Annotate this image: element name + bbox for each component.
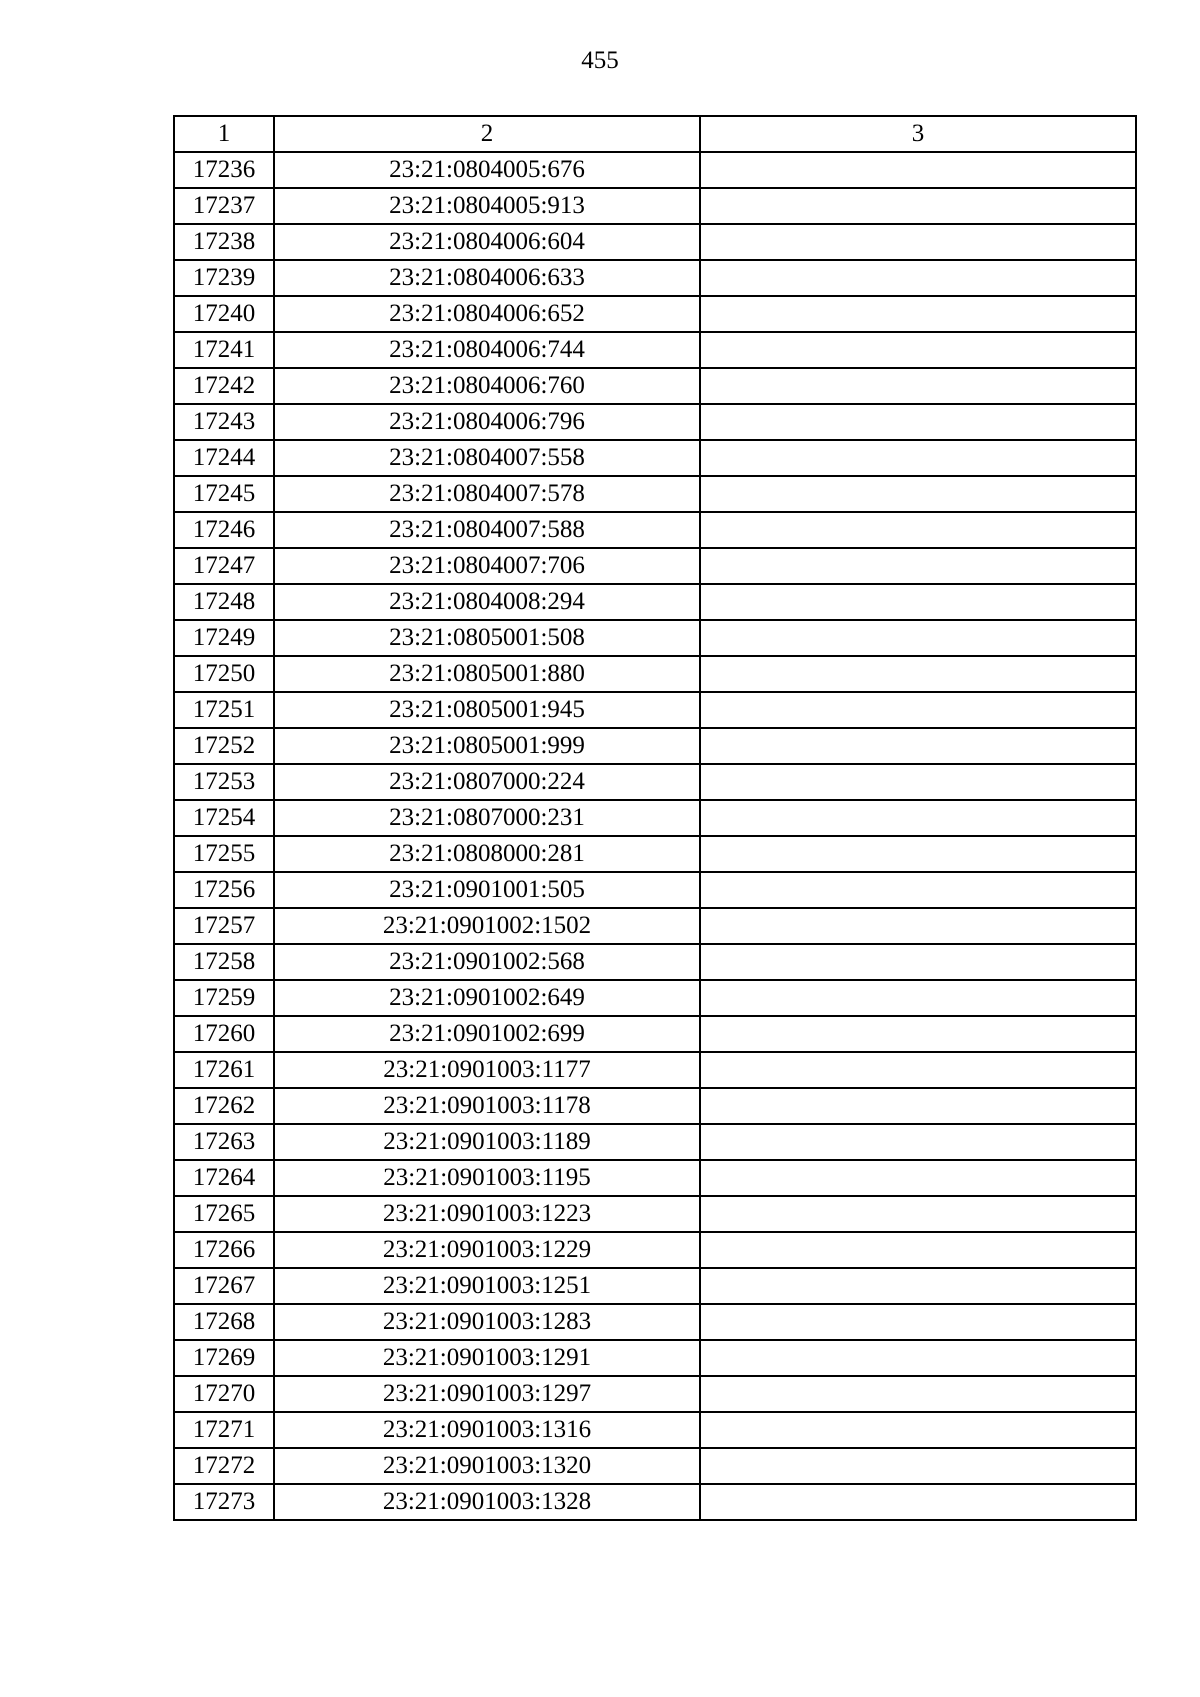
cadastral-number-cell: 23:21:0804007:588	[274, 512, 700, 548]
table-row	[174, 1052, 1136, 1088]
column-header-2: 2	[274, 116, 700, 152]
notes-cell	[700, 440, 1136, 476]
row-number-cell: 17265	[174, 1196, 274, 1232]
table-row	[174, 476, 1136, 512]
table-row	[174, 1484, 1136, 1520]
table-row	[174, 1340, 1136, 1376]
notes-cell	[700, 692, 1136, 728]
table-row	[174, 296, 1136, 332]
notes-cell	[700, 1160, 1136, 1196]
row-number-cell: 17260	[174, 1016, 274, 1052]
table-row	[174, 224, 1136, 260]
table-row	[174, 584, 1136, 620]
table-row	[174, 1196, 1136, 1232]
registry-table	[173, 115, 1137, 1521]
cadastral-number-cell: 23:21:0804006:760	[274, 368, 700, 404]
table-row	[174, 980, 1136, 1016]
row-number-cell: 17241	[174, 332, 274, 368]
notes-cell	[700, 296, 1136, 332]
cadastral-number-cell: 23:21:0901003:1189	[274, 1124, 700, 1160]
table-row	[174, 404, 1136, 440]
cadastral-number-cell: 23:21:0901003:1223	[274, 1196, 700, 1232]
cadastral-number-cell: 23:21:0901003:1320	[274, 1448, 700, 1484]
row-number-cell: 17244	[174, 440, 274, 476]
cadastral-number-cell: 23:21:0804006:604	[274, 224, 700, 260]
table-row	[174, 908, 1136, 944]
table-row	[174, 1088, 1136, 1124]
table-row	[174, 800, 1136, 836]
row-number-cell: 17251	[174, 692, 274, 728]
row-number-cell: 17270	[174, 1376, 274, 1412]
cadastral-number-cell: 23:21:0804006:652	[274, 296, 700, 332]
table-row	[174, 548, 1136, 584]
notes-cell	[700, 800, 1136, 836]
table-row	[174, 512, 1136, 548]
row-number-cell: 17271	[174, 1412, 274, 1448]
row-number-cell: 17268	[174, 1304, 274, 1340]
cadastral-number-cell: 23:21:0901003:1251	[274, 1268, 700, 1304]
header-row	[174, 116, 1136, 152]
notes-cell	[700, 512, 1136, 548]
row-number-cell: 17269	[174, 1340, 274, 1376]
cadastral-number-cell: 23:21:0901003:1316	[274, 1412, 700, 1448]
cadastral-number-cell: 23:21:0901003:1195	[274, 1160, 700, 1196]
table-row	[174, 152, 1136, 188]
cadastral-number-cell: 23:21:0804006:796	[274, 404, 700, 440]
row-number-cell: 17246	[174, 512, 274, 548]
table-row	[174, 1448, 1136, 1484]
cadastral-number-cell: 23:21:0901002:649	[274, 980, 700, 1016]
notes-cell	[700, 1304, 1136, 1340]
row-number-cell: 17273	[174, 1484, 274, 1520]
cadastral-number-cell: 23:21:0901003:1291	[274, 1340, 700, 1376]
cadastral-number-cell: 23:21:0804005:913	[274, 188, 700, 224]
cadastral-number-cell: 23:21:0808000:281	[274, 836, 700, 872]
table-row	[174, 692, 1136, 728]
row-number-cell: 17263	[174, 1124, 274, 1160]
cadastral-number-cell: 23:21:0901002:1502	[274, 908, 700, 944]
row-number-cell: 17250	[174, 656, 274, 692]
table-row	[174, 1412, 1136, 1448]
cadastral-number-cell: 23:21:0901002:699	[274, 1016, 700, 1052]
cadastral-number-cell: 23:21:0805001:999	[274, 728, 700, 764]
row-number-cell: 17237	[174, 188, 274, 224]
table-row	[174, 728, 1136, 764]
notes-cell	[700, 1016, 1136, 1052]
row-number-cell: 17253	[174, 764, 274, 800]
cadastral-number-cell: 23:21:0901001:505	[274, 872, 700, 908]
row-number-cell: 17264	[174, 1160, 274, 1196]
cadastral-number-cell: 23:21:0804006:633	[274, 260, 700, 296]
notes-cell	[700, 1052, 1136, 1088]
cadastral-number-cell: 23:21:0804007:706	[274, 548, 700, 584]
notes-cell	[700, 1196, 1136, 1232]
cadastral-number-cell: 23:21:0804007:578	[274, 476, 700, 512]
notes-cell	[700, 944, 1136, 980]
table-row	[174, 944, 1136, 980]
table-row	[174, 260, 1136, 296]
table-row	[174, 1232, 1136, 1268]
page-number: 455	[581, 47, 619, 74]
table-row	[174, 656, 1136, 692]
notes-cell	[700, 152, 1136, 188]
row-number-cell: 17248	[174, 584, 274, 620]
row-number-cell: 17262	[174, 1088, 274, 1124]
notes-cell	[700, 332, 1136, 368]
row-number-cell: 17255	[174, 836, 274, 872]
notes-cell	[700, 404, 1136, 440]
notes-cell	[700, 1124, 1136, 1160]
row-number-cell: 17243	[174, 404, 274, 440]
cadastral-number-cell: 23:21:0805001:945	[274, 692, 700, 728]
notes-cell	[700, 1268, 1136, 1304]
row-number-cell: 17266	[174, 1232, 274, 1268]
table-row	[174, 764, 1136, 800]
cadastral-number-cell: 23:21:0901003:1178	[274, 1088, 700, 1124]
column-header-3: 3	[700, 116, 1136, 152]
row-number-cell: 17238	[174, 224, 274, 260]
notes-cell	[700, 368, 1136, 404]
notes-cell	[700, 1088, 1136, 1124]
notes-cell	[700, 908, 1136, 944]
row-number-cell: 17245	[174, 476, 274, 512]
notes-cell	[700, 584, 1136, 620]
notes-cell	[700, 764, 1136, 800]
table-row	[174, 440, 1136, 476]
table-row	[174, 1016, 1136, 1052]
notes-cell	[700, 188, 1136, 224]
notes-cell	[700, 476, 1136, 512]
cadastral-number-cell: 23:21:0901003:1328	[274, 1484, 700, 1520]
cadastral-number-cell: 23:21:0805001:508	[274, 620, 700, 656]
cadastral-number-cell: 23:21:0901003:1177	[274, 1052, 700, 1088]
notes-cell	[700, 620, 1136, 656]
table-row	[174, 872, 1136, 908]
row-number-cell: 17242	[174, 368, 274, 404]
row-number-cell: 17239	[174, 260, 274, 296]
notes-cell	[700, 836, 1136, 872]
row-number-cell: 17249	[174, 620, 274, 656]
notes-cell	[700, 1232, 1136, 1268]
table-row	[174, 332, 1136, 368]
cadastral-number-cell: 23:21:0901003:1297	[274, 1376, 700, 1412]
notes-cell	[700, 1340, 1136, 1376]
notes-cell	[700, 1376, 1136, 1412]
row-number-cell: 17240	[174, 296, 274, 332]
table-row	[174, 188, 1136, 224]
cadastral-number-cell: 23:21:0901002:568	[274, 944, 700, 980]
row-number-cell: 17257	[174, 908, 274, 944]
cadastral-number-cell: 23:21:0804005:676	[274, 152, 700, 188]
column-header-1: 1	[174, 116, 274, 152]
table-row	[174, 836, 1136, 872]
row-number-cell: 17259	[174, 980, 274, 1016]
row-number-cell: 17256	[174, 872, 274, 908]
notes-cell	[700, 548, 1136, 584]
notes-cell	[700, 656, 1136, 692]
cadastral-number-cell: 23:21:0807000:231	[274, 800, 700, 836]
notes-cell	[700, 260, 1136, 296]
row-number-cell: 17252	[174, 728, 274, 764]
notes-cell	[700, 1484, 1136, 1520]
notes-cell	[700, 1412, 1136, 1448]
cadastral-number-cell: 23:21:0901003:1229	[274, 1232, 700, 1268]
row-number-cell: 17261	[174, 1052, 274, 1088]
table-row	[174, 368, 1136, 404]
table-header	[174, 116, 1136, 152]
table-row	[174, 1268, 1136, 1304]
row-number-cell: 17267	[174, 1268, 274, 1304]
cadastral-number-cell: 23:21:0805001:880	[274, 656, 700, 692]
row-number-cell: 17272	[174, 1448, 274, 1484]
notes-cell	[700, 980, 1136, 1016]
row-number-cell: 17258	[174, 944, 274, 980]
notes-cell	[700, 1448, 1136, 1484]
cadastral-number-cell: 23:21:0901003:1283	[274, 1304, 700, 1340]
table-row	[174, 1124, 1136, 1160]
row-number-cell: 17254	[174, 800, 274, 836]
table-row	[174, 1160, 1136, 1196]
cadastral-number-cell: 23:21:0804006:744	[274, 332, 700, 368]
cadastral-number-cell: 23:21:0807000:224	[274, 764, 700, 800]
cadastral-number-cell: 23:21:0804008:294	[274, 584, 700, 620]
notes-cell	[700, 224, 1136, 260]
row-number-cell: 17236	[174, 152, 274, 188]
notes-cell	[700, 728, 1136, 764]
table-row	[174, 620, 1136, 656]
notes-cell	[700, 872, 1136, 908]
cadastral-number-cell: 23:21:0804007:558	[274, 440, 700, 476]
table-row	[174, 1376, 1136, 1412]
row-number-cell: 17247	[174, 548, 274, 584]
table-body	[174, 152, 1136, 1520]
table-row	[174, 1304, 1136, 1340]
